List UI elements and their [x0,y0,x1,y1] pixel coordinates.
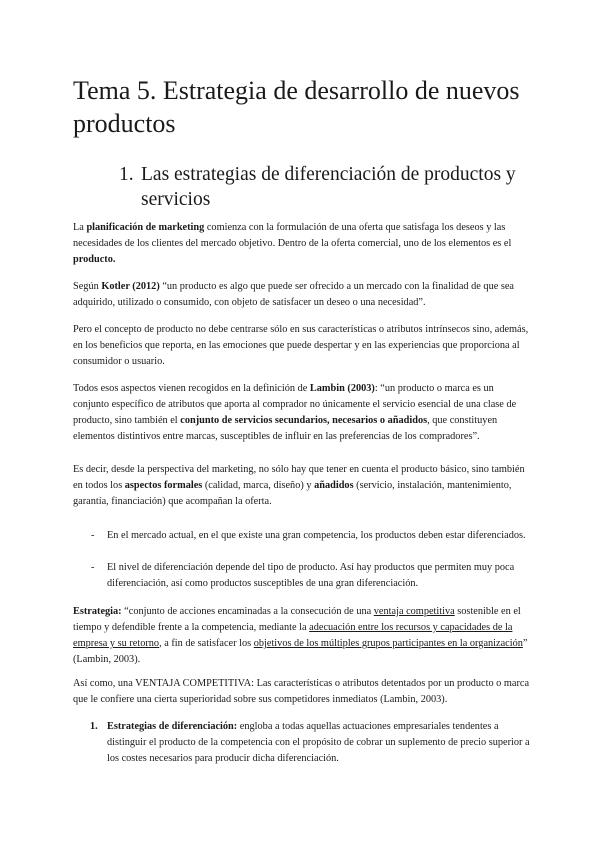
text-run: Es decir, desde la perspectiva del marketing, no sólo hay que tener en cuenta el producto básico, sino también en todos los [73,464,525,491]
text-run: comienza con la formulación de una oferta que satisfaga los deseos y las necesidades de los clientes del mercado objetivo. Dentro de la oferta comercial, uno de los elementos es el [73,222,512,249]
underlined-term: adecuación entre los recursos y capacidades de la empresa y su retorno [73,622,513,649]
list-dash: - [91,562,95,573]
underlined-term: objetivos de los múltiples grupos participantes en la organización [253,638,523,649]
text-run: (servicio, instalación, mantenimiento, garantía, financiación) que acompañan la oferta. [73,480,512,507]
bold-term: añadidos [314,480,354,491]
paragraph-ventaja: Así como, una VENTAJA COMPETITIVA: Las características o atributos detentados por un producto o marca que le confiere una cierta superioridad sobre sus competidores inmediatos (Lambin, 2003). [73,678,530,705]
list-item-mercado: En el mercado actual, en el que existe una gran competencia, los productos deben estar diferenciados. [107,530,526,541]
bold-term: producto. [73,254,116,265]
paragraph-perspectiva [73,462,531,510]
text-run: , a fin de satisfacer los [159,638,254,649]
bold-term: Lambin (2003) [309,383,375,394]
text-run: (calidad, marca, diseño) y [202,480,315,491]
bold-term: Estrategias de diferenciación: [107,721,238,732]
text-run: “conjunto de acciones encaminadas a la consecución de una [121,606,374,617]
bold-term: aspectos formales [124,480,203,491]
underlined-term: ventaja competitiva [373,606,455,617]
bold-term: conjunto de servicios secundarios, necesarios o añadidos [180,415,428,426]
paragraph-concepto: Pero el concepto de producto no debe centrarse sólo en sus características o atributos intrínsecos sino, además, en los beneficios que reporta, en las emociones que puede despertar y en las experiencias que proporciona al consumidor o usuario. [73,324,529,367]
list-dash: - [91,530,95,541]
page-title: Tema 5. Estrategia de desarrollo de nuevos productos [73,76,520,138]
text-run: , que constituyen elementos distintivos entre marcas, susceptibles de influir en las preferencias de los compradores”. [73,415,498,442]
section-number: 1. [119,164,134,185]
paragraph-planificacion [73,220,531,268]
paragraph-lambin [73,381,531,445]
text-run: : “un producto o marca es un conjunto específico de atributos que aporta al comprador no únicamente el servicio esencial de una clase de producto, sino también el [73,383,517,426]
bold-term: planificación de marketing [86,222,205,233]
text-run: La [73,222,87,233]
section-title: Las estrategias de diferenciación de productos y servicios [141,164,516,210]
bold-term: Estrategia: [73,606,122,617]
text-run: Todos esos aspectos vienen recogidos en la definición de [73,383,310,394]
text-run: Según [73,281,102,292]
numbered-item-diferenciacion [107,719,531,767]
numbered-label: 1. [90,721,98,732]
text-run: sostenible en el tiempo y defendible frente a la competencia, mediante la [73,606,521,633]
paragraph-kotler [73,279,531,311]
paragraph-estrategia [73,604,531,668]
bold-term: Kotler (2012) [101,281,160,292]
text-run: engloba a todas aquellas actuaciones empresariales tendentes a distinguir el producto de la competencia con el propósito de cobrar un suplemento de precio superior a los costes necesarios para producir dicha diferenciación. [107,721,530,764]
list-item-nivel: El nivel de diferenciación depende del tipo de producto. Así hay productos que permiten muy poca diferenciación, así como productos susceptibles de una gran diferenciación. [107,562,515,589]
text-run: ” (Lambin, 2003). [73,638,528,665]
text-run: “un producto es algo que puede ser ofrecido a un mercado con la finalidad de que sea adquirido, utilizado o consumido, con objeto de satisfacer un deseo o una necesidad”. [73,281,515,308]
